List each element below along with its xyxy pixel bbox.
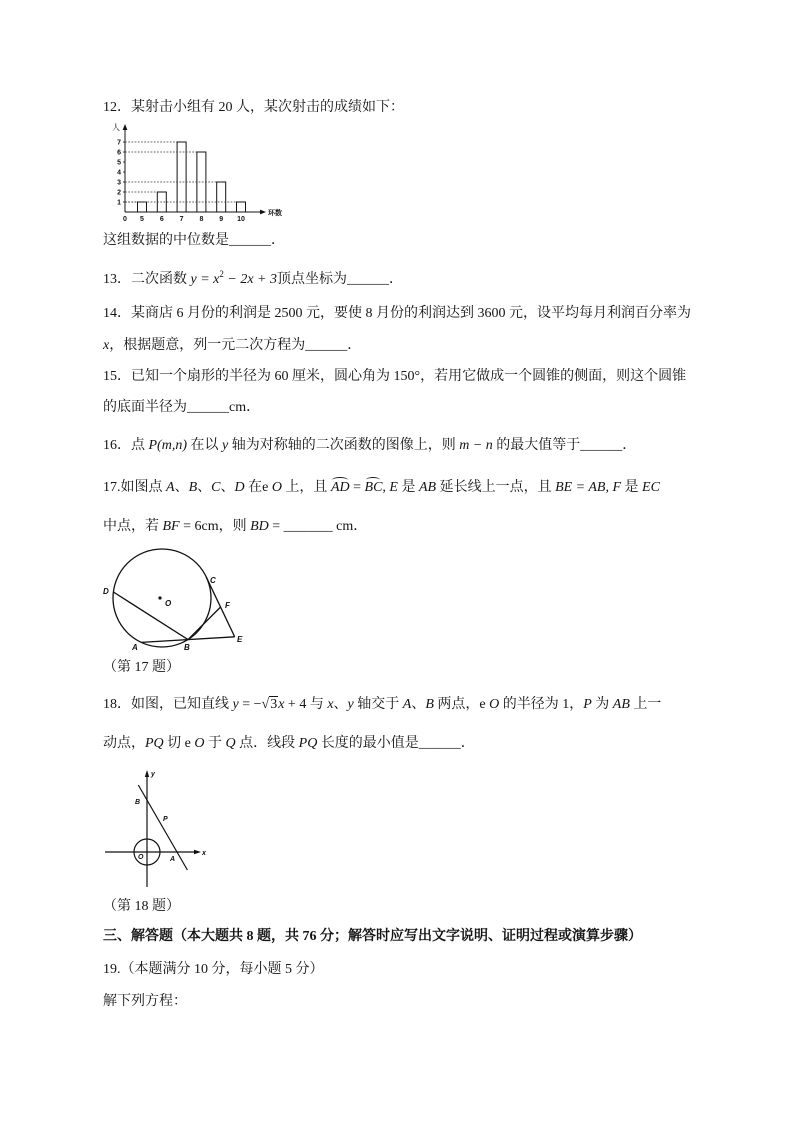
bar: [197, 152, 206, 212]
question-14-line-1: 14．某商店 6 月份的利润是 2500 元，要使 8 月份的利润达到 3600 元，设平均每月利润百分率为: [103, 306, 691, 321]
text-run: 上一: [629, 697, 662, 712]
question-17-line-2: [103, 518, 367, 536]
y-axis-arrow: [145, 770, 149, 777]
question-14-line-2: [103, 337, 361, 355]
text-run: 在: [244, 480, 263, 495]
question-18-line-1: [103, 696, 661, 714]
bar: [217, 182, 226, 212]
x-tick-label: 8: [199, 216, 204, 223]
math-run: x: [327, 697, 334, 712]
line-ab: [138, 785, 187, 870]
text-run: 轴交于: [353, 697, 403, 712]
math-run: EC: [642, 480, 660, 495]
math-run: A: [402, 697, 412, 712]
y-tick-label: 3: [117, 179, 121, 187]
text-run: ，若用它做成一个圆锥的侧面，则这个圆锥: [420, 369, 687, 384]
point-label-b: B: [135, 799, 141, 806]
x-axis-label: 环数: [268, 210, 282, 217]
text-run: 顶点坐标为______．: [276, 272, 403, 287]
q12-bar-chart: [100, 118, 295, 226]
text-run: 、: [411, 697, 426, 712]
math-run: O: [271, 480, 282, 495]
text-run: 、: [197, 480, 212, 495]
y-axis-label: 人: [112, 123, 120, 132]
question-17-line-1: [103, 479, 660, 497]
q18-coordinate-figure: [100, 765, 210, 890]
figure-17-caption: （第 17 题）: [103, 660, 180, 675]
math-run: C: [211, 480, 221, 495]
point-label-o: O: [165, 599, 172, 608]
math-run: BD: [250, 519, 269, 534]
math-run: m − n: [459, 438, 493, 453]
point-label-e: E: [237, 635, 243, 644]
text-run: 为: [591, 697, 613, 712]
math-run: D: [234, 480, 245, 495]
math-run: B: [188, 480, 198, 495]
math-run: x: [278, 697, 285, 712]
y-tick-label: 2: [117, 189, 121, 197]
circle-symbol: e: [184, 736, 191, 751]
text-run: 长度的最小值是______．: [317, 736, 475, 751]
circle-symbol: e: [479, 697, 486, 712]
text-run: 、: [220, 480, 235, 495]
math-run: − 2x + 3: [223, 272, 277, 287]
math-run: BE = AB, F: [555, 480, 622, 495]
arc-ad: AD: [330, 480, 350, 495]
math-run: AB: [612, 697, 630, 712]
math-run: A: [166, 480, 175, 495]
math-run: BF: [162, 519, 180, 534]
center-dot: [158, 596, 161, 599]
y-axis-arrow: [123, 124, 128, 130]
text-run: + 4 与: [284, 697, 328, 712]
text-run: 、: [333, 697, 348, 712]
y-axis-label: y: [151, 771, 155, 778]
text-run: 13．二次函数: [103, 272, 191, 287]
y-tick-label: 6: [117, 149, 121, 157]
point-label-o: O: [138, 854, 144, 861]
bar: [138, 202, 147, 212]
point-label-d: D: [103, 587, 109, 596]
text-run: 上，且: [281, 480, 331, 495]
arc-bc: BC: [364, 480, 383, 495]
point-label-b: B: [184, 643, 190, 652]
exponent: 2: [219, 269, 224, 279]
x-axis-label: x: [202, 850, 206, 857]
text-run: 15．已知一个扇形的半径为 60 厘米，圆心角为: [103, 369, 394, 384]
text-run: 两点，: [433, 697, 480, 712]
circle-symbol: e: [262, 480, 269, 495]
text-run: 16．点: [103, 438, 149, 453]
text-run: 的半径为 1，: [499, 697, 584, 712]
x-tick-label: 10: [237, 216, 245, 223]
math-run: y = x: [190, 272, 220, 287]
y-tick-label: 1: [117, 199, 121, 207]
question-12-stem: 12．某射击小组有 20 人，某次射击的成绩如下：: [103, 100, 404, 115]
question-12-answer-line: 这组数据的中位数是______．: [103, 233, 285, 248]
text-run: 切: [163, 736, 185, 751]
text-run: ，根据题意，列一元二次方程为______．: [109, 338, 362, 353]
text-run: 17.如图点: [103, 480, 166, 495]
math-run: P(m,n): [148, 438, 187, 453]
section-3-heading: 三、解答题（本大题共 8 题，共 76 分；解答时应写出文字说明、证明过程或演算步骤）: [103, 929, 642, 944]
text-run: = _______ cm．: [268, 519, 368, 534]
text-run: 18．如图，已知直线: [103, 697, 233, 712]
x-tick-label: 7: [179, 216, 184, 223]
text-run: 的最大值等于______．: [492, 438, 637, 453]
text-run: 是: [397, 480, 419, 495]
text-run: 点．线段: [235, 736, 299, 751]
bar: [237, 202, 246, 212]
figure-18-caption: （第 18 题）: [103, 899, 180, 914]
text-run: 在以: [187, 438, 222, 453]
radical-sign: √: [261, 697, 270, 712]
math-run: B: [425, 697, 434, 712]
math-run: O: [489, 697, 500, 712]
text-run: 延长线上一点，且: [436, 480, 556, 495]
origin-label: 0: [123, 216, 127, 223]
chord-db: [113, 592, 188, 640]
text-run: 中点，若: [103, 519, 163, 534]
math-run: PQ: [145, 736, 164, 751]
q17-circle-figure: [98, 545, 248, 657]
math-run: y: [222, 438, 229, 453]
angle-value: 150°: [393, 369, 421, 384]
text-run: 是: [621, 480, 643, 495]
x-tick-label: 9: [219, 216, 224, 223]
text-run: 、: [174, 480, 189, 495]
x-tick-label: 6: [159, 216, 164, 223]
question-19-header: 19.（本题满分 10 分，每小题 5 分）: [103, 962, 324, 977]
text-run: ,: [382, 480, 390, 495]
text-run: 轴为对称轴的二次函数的图像上，则: [228, 438, 460, 453]
point-label-c: C: [210, 576, 216, 585]
question-16: [103, 437, 636, 455]
question-18-line-2: [103, 735, 475, 753]
math-run: P: [583, 697, 592, 712]
text-run: = −: [238, 697, 262, 712]
x-axis-arrow: [260, 210, 266, 215]
text-run: = 6cm，则: [179, 519, 251, 534]
y-tick-label: 5: [117, 159, 121, 167]
point-label-a: A: [170, 856, 176, 863]
math-run: Q: [225, 736, 236, 751]
x-tick-label: 5: [140, 216, 144, 223]
x-axis-arrow: [194, 850, 201, 854]
question-13: [103, 271, 403, 289]
math-run: AB: [418, 480, 437, 495]
text-run: 于: [204, 736, 226, 751]
math-run: O: [194, 736, 205, 751]
question-15-line-2: 的底面半径为______cm．: [103, 400, 261, 415]
bar: [177, 142, 186, 212]
text-run: 动点，: [103, 736, 145, 751]
question-19-instruction: 解下列方程：: [103, 994, 187, 1009]
question-15-line-1: [103, 368, 686, 386]
segment-bf: [188, 607, 221, 640]
point-label-a: A: [132, 643, 138, 652]
y-tick-label: 7: [117, 139, 121, 147]
point-label-f: F: [225, 601, 230, 610]
y-tick-label: 4: [117, 169, 121, 177]
math-run: x: [103, 338, 110, 353]
radicand: 3: [270, 697, 278, 712]
math-run: E: [389, 480, 398, 495]
point-label-p: P: [163, 816, 168, 823]
math-run: y: [347, 697, 354, 712]
text-run: =: [349, 480, 365, 495]
math-run: y: [232, 697, 239, 712]
math-run: PQ: [298, 736, 318, 751]
circle-o: [113, 549, 211, 647]
